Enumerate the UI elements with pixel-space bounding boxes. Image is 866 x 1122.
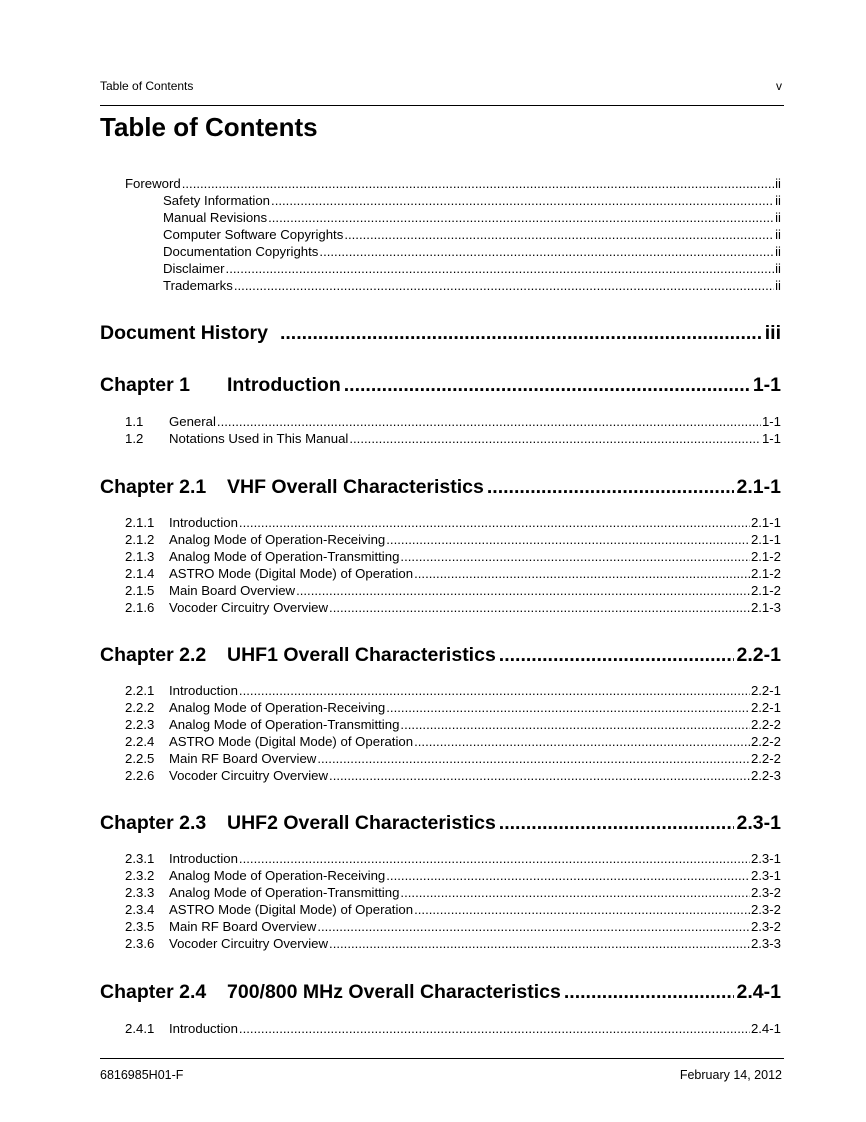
dot-leader (344, 374, 750, 397)
toc-section-number: 2.3.6 (125, 936, 155, 951)
toc-section-label: Vocoder Circuitry Overview (169, 600, 329, 615)
toc-page-number: 2.3-2 (750, 902, 781, 917)
toc-page-number: 2.4-1 (750, 1021, 781, 1036)
toc-section-2-1-3[interactable] (125, 549, 781, 566)
dot-leader (414, 902, 750, 917)
toc-section-label: Analog Mode of Operation-Receiving (169, 700, 386, 715)
dot-leader (400, 549, 750, 564)
toc-section-2-3-5[interactable] (125, 919, 781, 936)
toc-page-number: 2.1-1 (750, 532, 781, 547)
toc-entry-label: Safety Information (163, 193, 271, 208)
toc-entry-safety-information[interactable] (163, 193, 781, 210)
toc-page-number: 2.2-1 (750, 700, 781, 715)
toc-page-number: ii (775, 261, 781, 276)
dot-leader (296, 583, 750, 598)
toc-section-2-4-1[interactable] (125, 1021, 781, 1038)
toc-section-2-2-3[interactable] (125, 717, 781, 734)
toc-section-2-2-6[interactable] (125, 768, 781, 785)
toc-chapter-title: Introduction (227, 374, 341, 396)
toc-page-number: ii (775, 227, 781, 242)
toc-section-label: Main RF Board Overview (169, 919, 317, 934)
toc-section-label: Vocoder Circuitry Overview (169, 936, 329, 951)
toc-entry-label: Manual Revisions (163, 210, 268, 225)
toc-page-number: 2.1-2 (750, 583, 781, 598)
dot-leader (487, 476, 734, 499)
dot-leader (280, 322, 762, 345)
toc-page-number: 2.3-2 (750, 885, 781, 900)
dot-leader (226, 261, 775, 276)
toc-chapter-number: Chapter 2.3 (100, 812, 207, 834)
toc-section-number: 2.3.4 (125, 902, 155, 917)
toc-section-2-1-4[interactable] (125, 566, 781, 583)
toc-page-number: 2.1-1 (736, 476, 781, 498)
toc-page-number: 2.2-2 (750, 751, 781, 766)
toc-section-2-1-6[interactable] (125, 600, 781, 617)
running-header (100, 79, 784, 93)
toc-section-number: 2.2.1 (125, 683, 155, 698)
toc-chapter-number: Chapter 2.4 (100, 981, 207, 1003)
toc-section-label: ASTRO Mode (Digital Mode) of Operation (169, 902, 414, 917)
toc-section-2-1-1[interactable] (125, 515, 781, 532)
toc-page-number: 2.1-2 (750, 566, 781, 581)
toc-section-number: 2.3.2 (125, 868, 155, 883)
dot-leader (217, 414, 761, 429)
toc-section-label: Main Board Overview (169, 583, 296, 598)
toc-chapter-number: Chapter 2.2 (100, 644, 207, 666)
dot-leader (349, 431, 761, 446)
toc-section-label: ASTRO Mode (Digital Mode) of Operation (169, 734, 414, 749)
toc-section-2-3-1[interactable] (125, 851, 781, 868)
toc-section-label: Introduction (169, 683, 238, 698)
toc-section-number: 2.1.4 (125, 566, 155, 581)
toc-chapter-title: 700/800 MHz Overall Characteristics (227, 981, 561, 1003)
toc-section-label: Analog Mode of Operation-Transmitting (169, 549, 400, 564)
toc-chapter-2-4[interactable] (100, 981, 781, 1005)
toc-section-number: 2.4.1 (125, 1021, 155, 1036)
toc-section-2-3-3[interactable] (125, 885, 781, 902)
toc-section-label: Main RF Board Overview (169, 751, 317, 766)
running-footer (100, 1068, 784, 1082)
toc-page-number: 2.1-1 (750, 515, 781, 530)
footer-document-number: 6816985H01-F (100, 1068, 184, 1082)
toc-section-2-2-1[interactable] (125, 683, 781, 700)
toc-entry-trademarks[interactable] (163, 278, 781, 295)
toc-section-label: Analog Mode of Operation-Receiving (169, 532, 386, 547)
toc-page-number: ii (775, 244, 781, 259)
toc-section-number: 2.3.3 (125, 885, 155, 900)
toc-page-number: 2.1-3 (750, 600, 781, 615)
toc-page-number: 1-1 (752, 374, 781, 396)
toc-page-number: ii (775, 193, 781, 208)
toc-chapter-number: Chapter 2.1 (100, 476, 207, 498)
dot-leader (234, 278, 774, 293)
toc-section-label: Notations Used in This Manual (169, 431, 349, 446)
toc-entry-disclaimer[interactable] (163, 261, 781, 278)
toc-section-label: Vocoder Circuitry Overview (169, 768, 329, 783)
toc-section-2-3-4[interactable] (125, 902, 781, 919)
toc-section-2-3-2[interactable] (125, 868, 781, 885)
toc-page-number: ii (775, 176, 781, 191)
toc-page-number: 2.3-1 (736, 812, 781, 834)
toc-section-label: Analog Mode of Operation-Transmitting (169, 885, 400, 900)
toc-section-1-2[interactable] (125, 431, 781, 448)
toc-page-number: 2.2-2 (750, 734, 781, 749)
toc-page-number: ii (775, 210, 781, 225)
dot-leader (386, 868, 750, 883)
toc-page-number: 2.4-1 (736, 981, 781, 1003)
toc-section-2-1-5[interactable] (125, 583, 781, 600)
toc-section-number: 2.3.5 (125, 919, 155, 934)
toc-chapter-title: Document History (100, 322, 268, 344)
toc-section-1-1[interactable] (125, 414, 781, 431)
dot-leader (499, 644, 734, 667)
toc-section-label: Introduction (169, 515, 238, 530)
toc-section-number: 1.2 (125, 431, 144, 446)
toc-section-number: 2.1.5 (125, 583, 155, 598)
toc-section-number: 2.2.4 (125, 734, 155, 749)
dot-leader (344, 227, 774, 242)
dot-leader (414, 566, 750, 581)
dot-leader (268, 210, 774, 225)
header-section-title: Table of Contents (100, 79, 194, 93)
toc-section-number: 2.2.5 (125, 751, 155, 766)
toc-page-number: ii (775, 278, 781, 293)
toc-section-number: 2.2.2 (125, 700, 155, 715)
dot-leader (182, 176, 774, 191)
toc-section-number: 2.1.3 (125, 549, 155, 564)
dot-leader (499, 812, 734, 835)
toc-page-number: 1-1 (761, 414, 781, 429)
toc-page-number: 2.3-3 (750, 936, 781, 951)
toc-entry-manual-revisions[interactable] (163, 210, 781, 227)
toc-entry-documentation-copyrights[interactable] (163, 244, 781, 261)
toc-section-label: General (169, 414, 216, 429)
dot-leader (329, 768, 750, 783)
toc-section-2-2-5[interactable] (125, 751, 781, 768)
toc-page-number: 2.2-2 (750, 717, 781, 732)
toc-chapter-title: UHF1 Overall Characteristics (227, 644, 496, 666)
dot-leader (329, 936, 750, 951)
toc-section-2-2-4[interactable] (125, 734, 781, 751)
toc-section-label: ASTRO Mode (Digital Mode) of Operation (169, 566, 414, 581)
toc-page-number: 2.3-1 (750, 868, 781, 883)
toc-section-label: Analog Mode of Operation-Transmitting (169, 717, 400, 732)
toc-section-2-1-2[interactable] (125, 532, 781, 549)
dot-leader (564, 981, 734, 1004)
toc-section-number: 2.1.2 (125, 532, 155, 547)
toc-section-number: 2.3.1 (125, 851, 155, 866)
toc-entry-label: Documentation Copyrights (163, 244, 319, 259)
dot-leader (239, 683, 750, 698)
dot-leader (239, 1021, 750, 1036)
toc-chapter-2-2[interactable] (100, 644, 781, 668)
dot-leader (329, 600, 750, 615)
toc-page-number: 1-1 (761, 431, 781, 446)
toc-section-label: Introduction (169, 1021, 238, 1036)
toc-entry-document-history[interactable] (100, 322, 781, 346)
toc-chapter-title: VHF Overall Characteristics (227, 476, 484, 498)
toc-page-number: 2.3-1 (750, 851, 781, 866)
page-title: Table of Contents (100, 112, 318, 142)
toc-entry-label: Computer Software Copyrights (163, 227, 344, 242)
toc-section-number: 2.2.6 (125, 768, 155, 783)
toc-section-label: Introduction (169, 851, 238, 866)
toc-page-number: 2.2-1 (750, 683, 781, 698)
dot-leader (386, 700, 750, 715)
dot-leader (239, 515, 750, 530)
dot-leader (317, 919, 750, 934)
toc-chapter-number: Chapter 1 (100, 374, 190, 396)
toc-section-2-3-6[interactable] (125, 936, 781, 953)
toc-entry-label: Disclaimer (163, 261, 225, 276)
header-page-number: v (776, 79, 782, 93)
toc-chapter-2-3[interactable] (100, 812, 781, 836)
toc-page-number: 2.3-2 (750, 919, 781, 934)
dot-leader (239, 851, 750, 866)
toc-entry-label: Trademarks (163, 278, 233, 293)
toc-chapter-title: UHF2 Overall Characteristics (227, 812, 496, 834)
dot-leader (319, 244, 774, 259)
dot-leader (400, 885, 750, 900)
footer-date: February 14, 2012 (679, 1068, 782, 1082)
toc-section-label: Analog Mode of Operation-Receiving (169, 868, 386, 883)
dot-leader (317, 751, 750, 766)
toc-section-2-2-2[interactable] (125, 700, 781, 717)
toc-entry-foreword[interactable] (125, 176, 781, 193)
toc-page-number: 2.2-1 (736, 644, 781, 666)
dot-leader (386, 532, 750, 547)
toc-entry-computer-software-copyrights[interactable] (163, 227, 781, 244)
toc-chapter-1[interactable] (100, 374, 781, 398)
toc-section-number: 2.1.1 (125, 515, 155, 530)
toc-chapter-2-1[interactable] (100, 476, 781, 500)
toc-entry-label: Foreword (125, 176, 181, 191)
toc-page-number: iii (764, 322, 781, 344)
footer-rule (100, 1058, 784, 1059)
dot-leader (414, 734, 750, 749)
toc-section-number: 1.1 (125, 414, 144, 429)
toc-page-number: 2.2-3 (750, 768, 781, 783)
toc-page-number: 2.1-2 (750, 549, 781, 564)
header-rule (100, 105, 784, 106)
dot-leader (400, 717, 750, 732)
dot-leader (271, 193, 774, 208)
toc-section-number: 2.1.6 (125, 600, 155, 615)
toc-section-number: 2.2.3 (125, 717, 155, 732)
